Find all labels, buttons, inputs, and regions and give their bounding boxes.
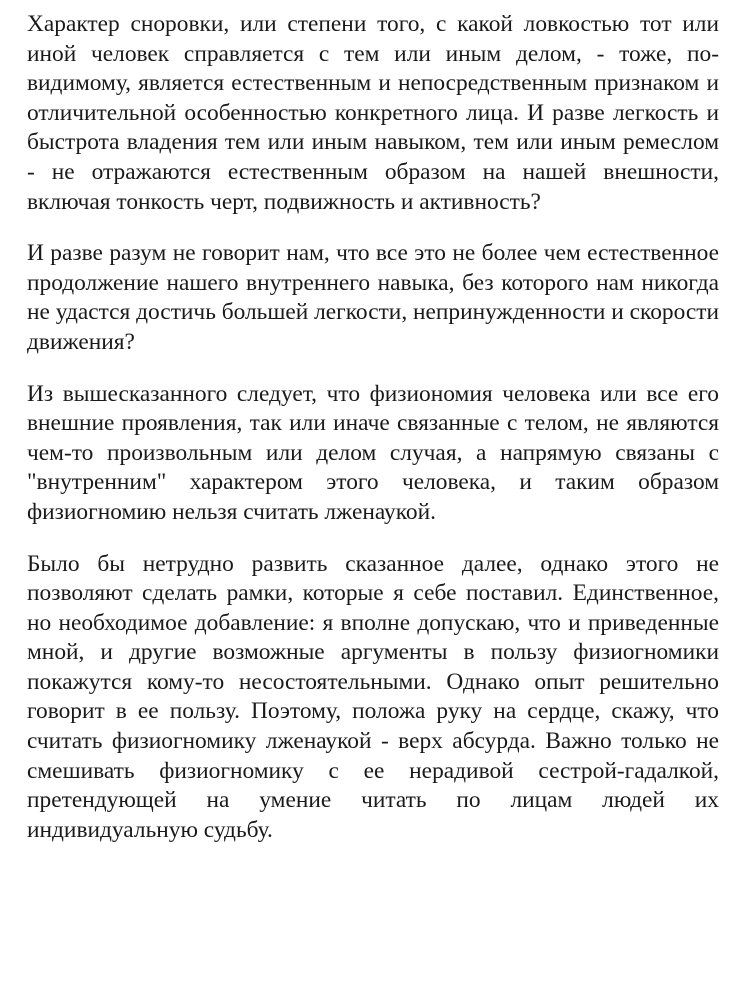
paragraph-4: Было бы нетрудно развить сказанное далее, однако этого не позволяют сделать рамки, которые я себе поставил. Единственное, но необходимое добавление: я вполне допускаю, что и приведенные мной, и другие возможные аргументы в пользу физиогномики покажутся кому-то несостоятельными. Однако опыт решительно говорит в ее пользу. Поэтому, положа руку на сердце, скажу, что считать физиогномику лженаукой - верх абсурда. Важно только не смешивать физиогномику с ее нерадивой сестрой-гадалкой, претендующей на умение читать по лицам людей их индивидуальную судьбу. <box>27 550 719 843</box>
paragraph-2: И разве разум не говорит нам, что все это не более чем естественное продолжение нашего внутреннего навыка, без которого нам никогда не удастся достичь большей легкости, непринужденности и скорости движения? <box>27 240 719 355</box>
paragraph-1: Характер сноровки, или степени того, с какой ловкостью тот или иной человек справляется с тем или иным делом, - тоже, по-видимому, является естественным и непосредственным признаком и отличительной особенностью конкретного лица. И разве легкость и быстрота владения тем или иным навыком, тем или иным ремеслом - не отражаются естественным образом на нашей внешности, включая тонкость черт, подвижность и активность? <box>27 11 719 215</box>
paragraph-3: Из вышесказанного следует, что физиономия человека или все его внешние проявления, так или иначе связанные с телом, не являются чем-то произвольным или делом случая, а напрямую связаны с "внутренним" характером этого человека, и таким образом физиогномию нельзя считать лженаукой. <box>27 380 719 525</box>
